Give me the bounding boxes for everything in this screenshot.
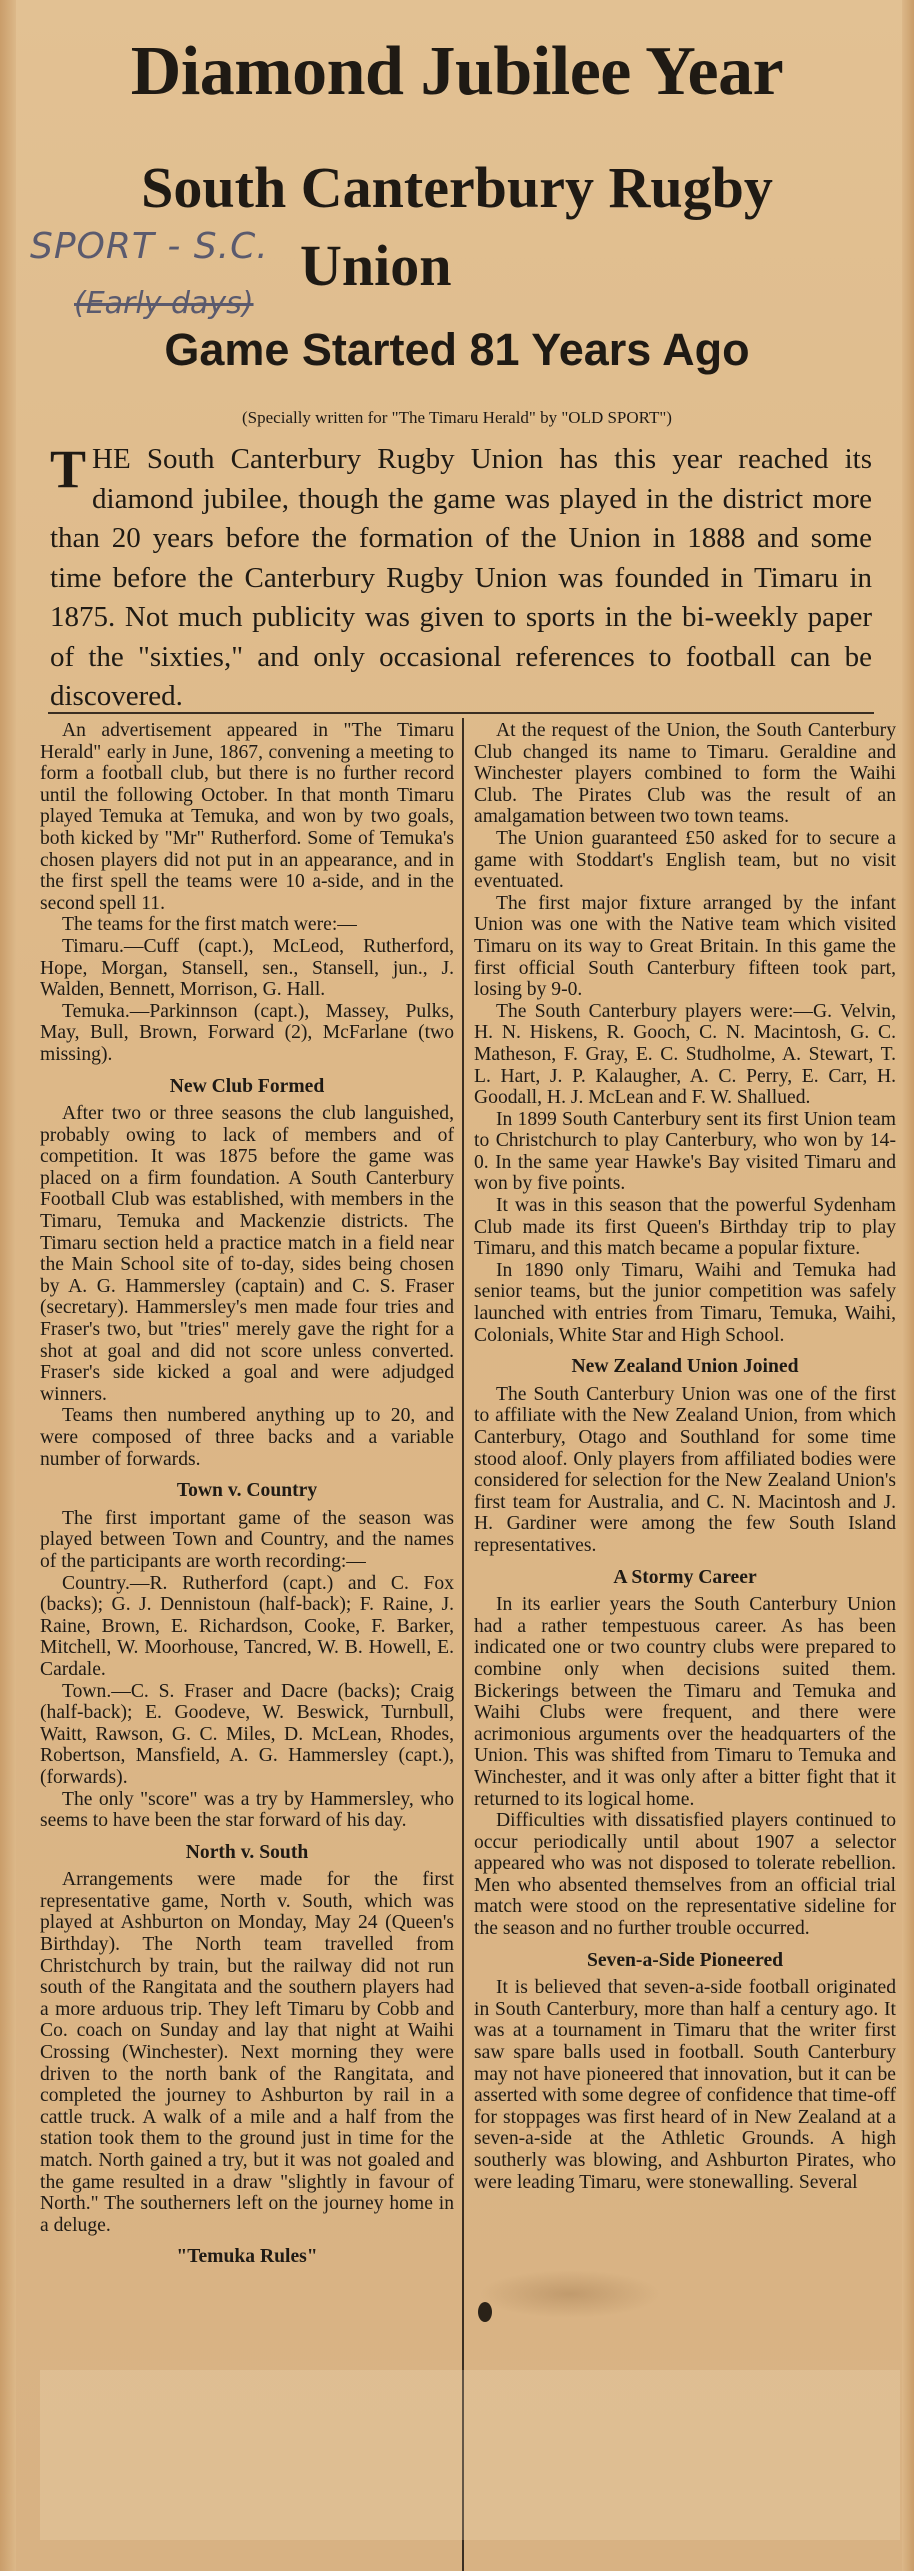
left-paragraph-3: Timaru.—Cuff (capt.), McLeod, Rutherford, Hope, Morgan, Stansell, sen., Stansell, jun., J. Walden, Bennett, Morrison, G. Hall. [40, 935, 454, 1001]
left-paragraph-4: Temuka.—Parkinnson (capt.), Massey, Pulks, May, Bull, Brown, Forward (2), McFarlane (two missing). [40, 1000, 454, 1065]
byline: (Specially written for "The Timaru Herald" by "OLD SPORT") [242, 408, 672, 427]
intro-paragraph [50, 440, 872, 717]
left-paragraph-10: The only "score" was a try by Hammersley, who seems to have been the star forward of his day. [40, 1788, 454, 1832]
right-paragraph-11: It is believed that seven-a-side football originated in South Canterbury, more than half a century ago. It was at a tournament in Timaru that the writer first saw spare balls used in football. South Canterbury may not have pioneered that innovation, but it can be asserted with some degree of confidence that time-off for stoppages was first heard of in New Zealand at a seven-a-side at the Athletic Grounds. A high southerly was blowing, and Ashburton Pirates, who were leading Timaru, were stonewalling. Several [474, 1977, 896, 2193]
right-paragraph-9: In its earlier years the South Canterbury Union had a rather tempestuous career. As has been indicated one or two country clubs were prepared to combine only when decisions suited them. Bickerings between the Timaru and Temuka and Waihi Clubs were frequent, and there were acrimonious arguments over the headquarters of the Union. This was shifted from Timaru to Temuka and Winchester, and it was only after a bitter fight that it returned to its logical home. [474, 1594, 896, 1810]
handwritten-note-sport: SPORT - S.C. [30, 226, 269, 267]
tape-stain [40, 2370, 900, 2540]
headline-title: Diamond Jubilee Year [130, 33, 784, 110]
subheading-new-zealand-union-joined: New Zealand Union Joined [571, 1356, 799, 1378]
headline-subtitle-line1: South Canterbury Rugby [141, 155, 773, 220]
subheading-temuka-rules: "Temuka Rules" [176, 2246, 318, 2268]
subheading-seven-a-side-pioneered: Seven-a-Side Pioneered [586, 1949, 784, 1971]
handwritten-note-early-days: (Early days) [74, 286, 254, 321]
subheading-town-v-country: Town v. Country [176, 1480, 318, 1502]
right-paragraph-3: The first major fixture arranged by the infant Union was one with the Native team which visited Timaru on its way to Great Britain. In this game the first official South Canterbury fifteen took part, losing by 9-0. [474, 892, 896, 1001]
column-top-rule [48, 712, 874, 714]
intro-text: HE South Canterbury Rugby Union has this year reached its diamond jubilee, though the game was played in the district more than 20 years before the formation of the Union in 1888 and some time before the Canterbury Rugby Union was founded in Timaru in 1875. Not much publicity was given to sports in the bi-weekly paper of the "sixties," and only occasional references to football can be discovered. [50, 443, 872, 712]
left-paragraph-7: The first important game of the season was played between Town and Country, and the names of the participants are worth recording:— [40, 1507, 454, 1572]
right-paragraph-7: In 1890 only Timaru, Waihi and Temuka had senior teams, but the junior competition was safely launched with entries from Timaru, Temuka, Waihi, Colonials, White Star and High School. [474, 1259, 896, 1346]
headline-deck: Game Started 81 Years Ago [164, 324, 750, 375]
subheading-north-v-south: North v. South [185, 1841, 309, 1863]
right-column [474, 720, 896, 2193]
right-paragraph-10: Difficulties with dissatisfied players continued to occur periodically until about 1907 a selector appeared who was not disposed to tolerate rebellion. Men who absented themselves from an official trial match were stood on the representative sideline for the season and no further trouble occurred. [474, 1810, 896, 1940]
right-paragraph-4: The South Canterbury players were:—G. Velvin, H. N. Hiskens, R. Gooch, C. N. Macintosh, G. C. Matheson, F. Gray, E. C. Studholme, A. Stewart, T. L. Hart, J. P. Kalaugher, A. C. Perry, E. Carr, H. Goodall, H. J. McLean and F. W. Shallued. [474, 1000, 896, 1109]
left-paragraph-6: Teams then numbered anything up to 20, and were composed of three backs and a variable number of forwards. [40, 1405, 454, 1470]
column-divider [462, 718, 464, 2571]
left-paragraph-1: An advertisement appeared in "The Timaru Herald" early in June, 1867, convening a meeting to form a football club, but there is no further record until the following October. In that month Timaru played Temuka at Temuka, and won by two goals, both kicked by "Mr" Rutherford. Some of Temuka's chosen players did not put in an appearance, and in the first spell the teams were 10 a-side, and in the second spell 11. [40, 720, 454, 914]
ink-smudge [480, 2270, 660, 2318]
left-paragraph-2: The teams for the first match were:— [62, 914, 357, 936]
left-paragraph-9: Town.—C. S. Fraser and Dacre (backs); Craig (half-back); E. Goodeve, W. Beswick, Turnbull, Waitt, Rawson, G. C. Miles, D. McLean, Rhodes, Robertson, Mansfield, A. G. Hammersley (capt.), (forwards). [40, 1680, 454, 1788]
headline-subtitle-line2: Union [300, 233, 452, 298]
right-paragraph-2: The Union guaranteed £50 asked for to secure a game with Stoddart's English team, but no visit eventuated. [474, 827, 896, 893]
subheading-new-club-formed: New Club Formed [169, 1075, 325, 1097]
left-paragraph-8: Country.—R. Rutherford (capt.) and C. Fox (backs); G. J. Dennistoun (half-back); F. Raine, J. Raine, Brown, E. Richardson, Cooke, F. Barker, Mitchell, W. Moorhouse, Tancred, W. B. Howell, E. Cardale. [40, 1572, 454, 1680]
left-paragraph-11: Arrangements were made for the first representative game, North v. South, which was played at Ashburton on Monday, May 24 (Queen's Birthday). The North team travelled from Christchurch by train, but the railway did not run south of the Rangitata and the southern players had a more arduous trip. They left Timaru by Cobb and Co. coach on Sunday and lay that night at Waihi Crossing (Winchester). Next morning they were driven to the north bank of the Rangitata, and completed the journey to Ashburton by rail in a cattle truck. A walk of a mile and a half from the station took them to the ground just in time for the match. North gained a try, but it was not goaled and the game resulted in a draw "slightly in favour of North." The southerners left on the journey home in a deluge. [40, 1869, 454, 2236]
left-column [40, 720, 454, 2274]
left-paragraph-5: After two or three seasons the club languished, probably owing to lack of members and of competition. It was 1875 before the game was placed on a firm foundation. A South Canterbury Football Club was established, with members in the Timaru, Temuka and Mackenzie districts. The Timaru section held a practice match in a field near the Main School site of to-day, sides being chosen by A. G. Hammersley (captain) and C. S. Fraser (secretary). Hammersley's men made four tries and Fraser's two, but "tries" merely gave the right for a shot at goal and did not score unless converted. Fraser's side kicked a goal and were adjudged winners. [40, 1103, 454, 1405]
subheading-a-stormy-career: A Stormy Career [613, 1566, 757, 1588]
right-paragraph-5: In 1899 South Canterbury sent its first Union team to Christchurch to play Canterbury, who won by 14-0. In the same year Hawke's Bay visited Timaru and won by five points. [474, 1108, 896, 1195]
right-paragraph-8: The South Canterbury Union was one of the first to affiliate with the New Zealand Union, from which Canterbury, Otago and Southland for some time stood aloof. Only players from affiliated bodies were considered for selection for the New Zealand Union's first team for Australia, and C. N. Macintosh and J. H. Gardiner were among the few South Island representatives. [474, 1383, 896, 1556]
drop-cap: T [50, 439, 87, 499]
right-paragraph-1: At the request of the Union, the South Canterbury Club changed its name to Timaru. Geraldine and Winchester players combined to form the Waihi Club. The Pirates Club was the result of an amalgamation between two town teams. [474, 720, 896, 828]
pin-mark [478, 2302, 492, 2322]
right-paragraph-6: It was in this season that the powerful Sydenham Club made its first Queen's Birthday trip to play Timaru, and this match became a popular fixture. [474, 1195, 896, 1260]
